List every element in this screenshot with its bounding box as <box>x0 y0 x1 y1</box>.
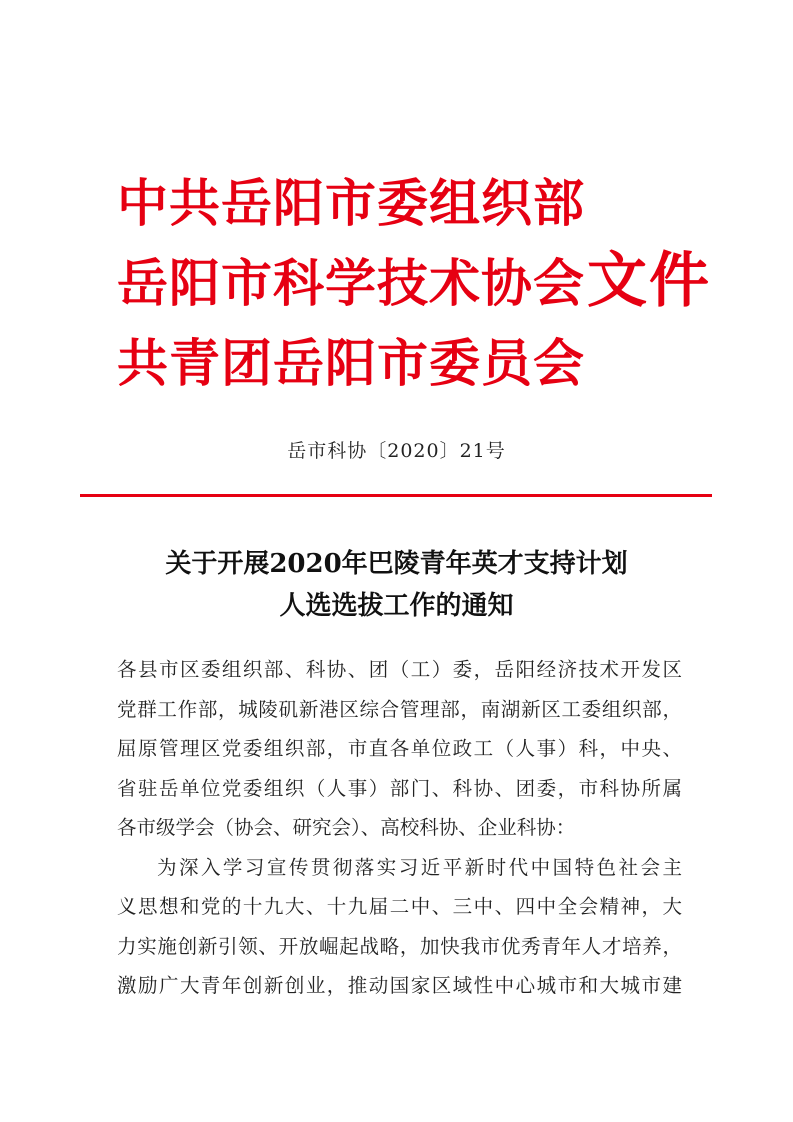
paragraph-line: 义思想和党的十九大、十九届二中、三中、四中全会精神，大 <box>117 895 682 918</box>
addressee-line: 各市级学会（协会、研究会）、高校科协、企业科协： <box>117 816 576 839</box>
issuer-line: 共青团岳阳市委员会 <box>117 335 586 394</box>
addressee-line: 各县市区委组织部、科协、团（工）委，岳阳经济技术开发区 <box>117 658 682 681</box>
title-line-2: 人选选拔工作的通知 <box>279 591 514 621</box>
document-type-label: 文件 <box>587 246 712 316</box>
addressee-line: 省驻岳单位党委组织（人事）部门、科协、团委，市科协所属 <box>117 776 682 800</box>
document-body <box>117 650 682 1006</box>
addressee-line: 屈原管理区党委组织部，市直各单位政工（人事）科，中央、 <box>117 737 682 760</box>
title-line-1: 关于开展2020年巴陵青年英才支持计划 <box>165 549 628 579</box>
paragraph-line: 为深入学习宣传贯彻落实习近平新时代中国特色社会主 <box>157 855 682 879</box>
document-number: 岳市科协〔2020〕21号 <box>287 440 506 462</box>
issuer-line: 岳阳市科学技术协会 <box>117 255 586 314</box>
red-divider-line <box>80 494 712 497</box>
issuer-line: 中共岳阳市委组织部 <box>117 175 586 234</box>
issuer-list <box>117 165 585 405</box>
addressee-line: 党群工作部，城陵矶新港区综合管理部，南湖新区工委组织部， <box>117 697 682 721</box>
issuer-header <box>117 165 711 405</box>
paragraph-line: 力实施创新引领、开放崛起战略，加快我市优秀青年人才培养， <box>117 934 682 958</box>
paragraph-line: 激励广大青年创新创业，推动国家区域性中心城市和大城市建 <box>117 974 682 997</box>
document-title <box>0 543 793 627</box>
